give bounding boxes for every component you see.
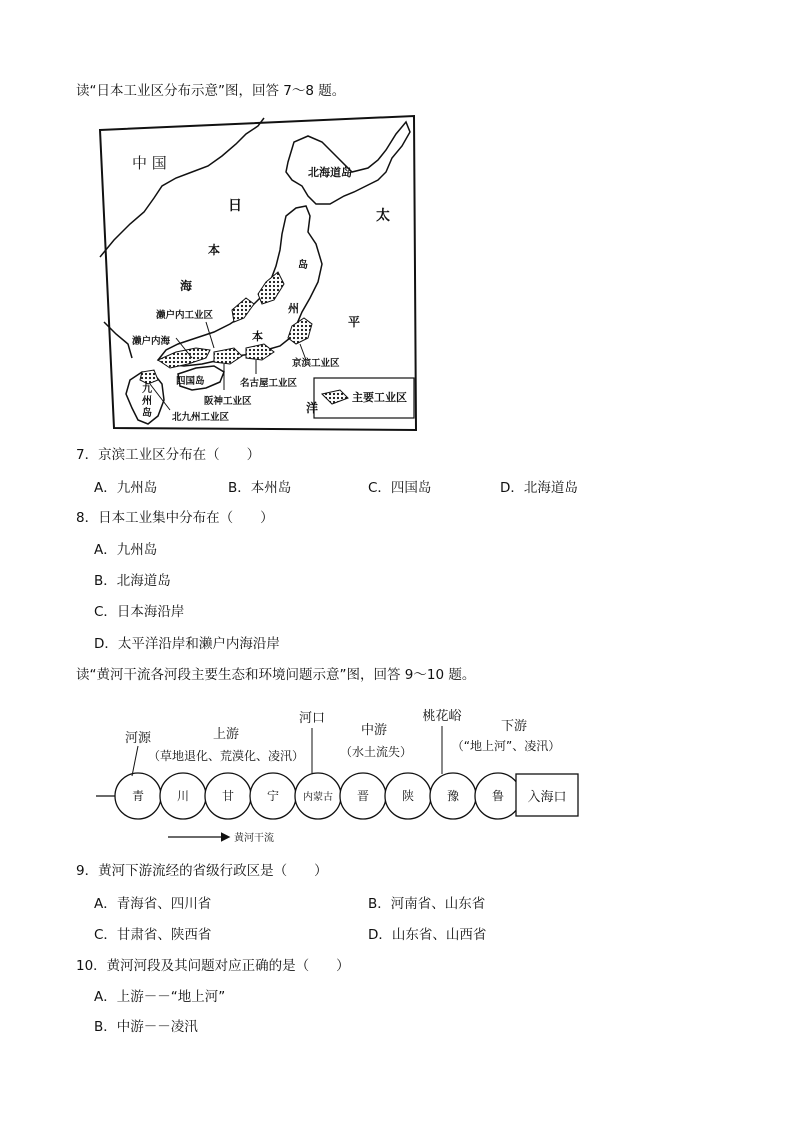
province-label: 青 [131, 789, 145, 803]
label-honshu-ben: 本 [252, 330, 263, 343]
province-label: 川 [176, 789, 190, 803]
label-middle: 中游 [360, 723, 388, 738]
label-keihin: 京滨工业区 [292, 358, 340, 369]
label-kitakyushu: 北九州工业区 [172, 412, 230, 423]
q10-stem: 10．黄河河段及其问题对应正确的是（ ） [76, 958, 350, 974]
province-label: 内蒙古 [303, 792, 333, 803]
label-chukyo: 名古屋工业区 [240, 378, 298, 389]
label-hekou: 河口 [298, 711, 326, 726]
q8-stem: 8．日本工业集中分布在（ ） [76, 510, 274, 526]
label-upper: 上游 [212, 727, 240, 742]
label-hokkaido: 北海道岛 [308, 166, 352, 179]
sea-label: 入海口 [527, 790, 567, 805]
label-lower-issues: （“地上河”、凌汛） [451, 739, 561, 753]
q7-option-b[interactable]: B．本州岛 [228, 480, 292, 496]
label-heyuan: 河源 [124, 731, 152, 746]
label-kyushu-dao: 岛 [142, 408, 152, 419]
japan-industrial-map [96, 112, 422, 434]
province-circles [115, 773, 521, 819]
q9-option-d[interactable]: D．山东省、山西省 [368, 927, 487, 943]
province-label: 宁 [266, 789, 280, 803]
q9-option-b[interactable]: B．河南省、山东省 [368, 896, 486, 912]
label-lower: 下游 [500, 719, 528, 734]
label-sea-hai: 海 [180, 279, 193, 293]
legend-label: 主要工业区 [352, 391, 407, 404]
q10-option-a[interactable]: A．上游－－“地上河” [94, 989, 226, 1005]
province-label: 晋 [356, 789, 370, 803]
q7-option-c[interactable]: C．四国岛 [368, 480, 432, 496]
q7-stem: 7．京滨工业区分布在（ ） [76, 447, 261, 463]
intro-9-10: 读“黄河干流各河段主要生态和环境问题示意”图，回答 9～10 题。 [76, 667, 476, 683]
label-ocean-yang: 洋 [306, 401, 319, 415]
province-label: 鲁 [491, 789, 505, 803]
q8-option-d[interactable]: D．太平洋沿岸和濑户内海沿岸 [94, 636, 280, 652]
label-taohuayu: 桃花峪 [422, 709, 462, 724]
q9-stem: 9．黄河下游流经的省级行政区是（ ） [76, 863, 328, 879]
province-label: 豫 [446, 789, 460, 803]
q8-option-b[interactable]: B．北海道岛 [94, 573, 171, 589]
label-setouchi-sea: 濑户内海 [132, 336, 171, 347]
flow-label: 黄河干流 [234, 833, 274, 844]
q9-option-a[interactable]: A．青海省、四川省 [94, 896, 212, 912]
q9-option-c[interactable]: C．甘肃省、陕西省 [94, 927, 212, 943]
label-shikoku: 四国岛 [176, 376, 205, 387]
label-ocean-ping: 平 [348, 315, 361, 329]
label-setouchi-area: 濑户内工业区 [156, 310, 214, 321]
label-upper-issues: （草地退化、荒漠化、凌汛） [147, 749, 305, 763]
q10-option-b[interactable]: B．中游－－凌汛 [94, 1019, 198, 1035]
label-honshu-zhou: 州 [288, 302, 299, 315]
label-ocean-tai: 太 [376, 208, 390, 224]
q8-option-c[interactable]: C．日本海沿岸 [94, 604, 185, 620]
intro-7-8: 读“日本工业区分布示意”图，回答 7～8 题。 [76, 83, 346, 99]
label-sea-ben: 本 [208, 243, 221, 257]
province-label: 甘 [221, 789, 235, 803]
label-honshu-dao: 岛 [298, 260, 308, 271]
province-label: 陕 [401, 789, 415, 803]
yellow-river-diagram [96, 704, 586, 844]
label-kyushu-zhou: 州 [142, 396, 152, 407]
q8-option-a[interactable]: A．九州岛 [94, 542, 158, 558]
label-kyushu-jiu: 九 [142, 384, 152, 395]
q7-option-d[interactable]: D．北海道岛 [500, 480, 578, 496]
label-middle-issues: （水土流失） [339, 745, 413, 759]
label-hanshin: 阪神工业区 [204, 396, 252, 407]
label-china: 中 国 [132, 154, 167, 172]
q7-option-a[interactable]: A．九州岛 [94, 480, 158, 496]
label-sea-ri: 日 [228, 198, 242, 214]
